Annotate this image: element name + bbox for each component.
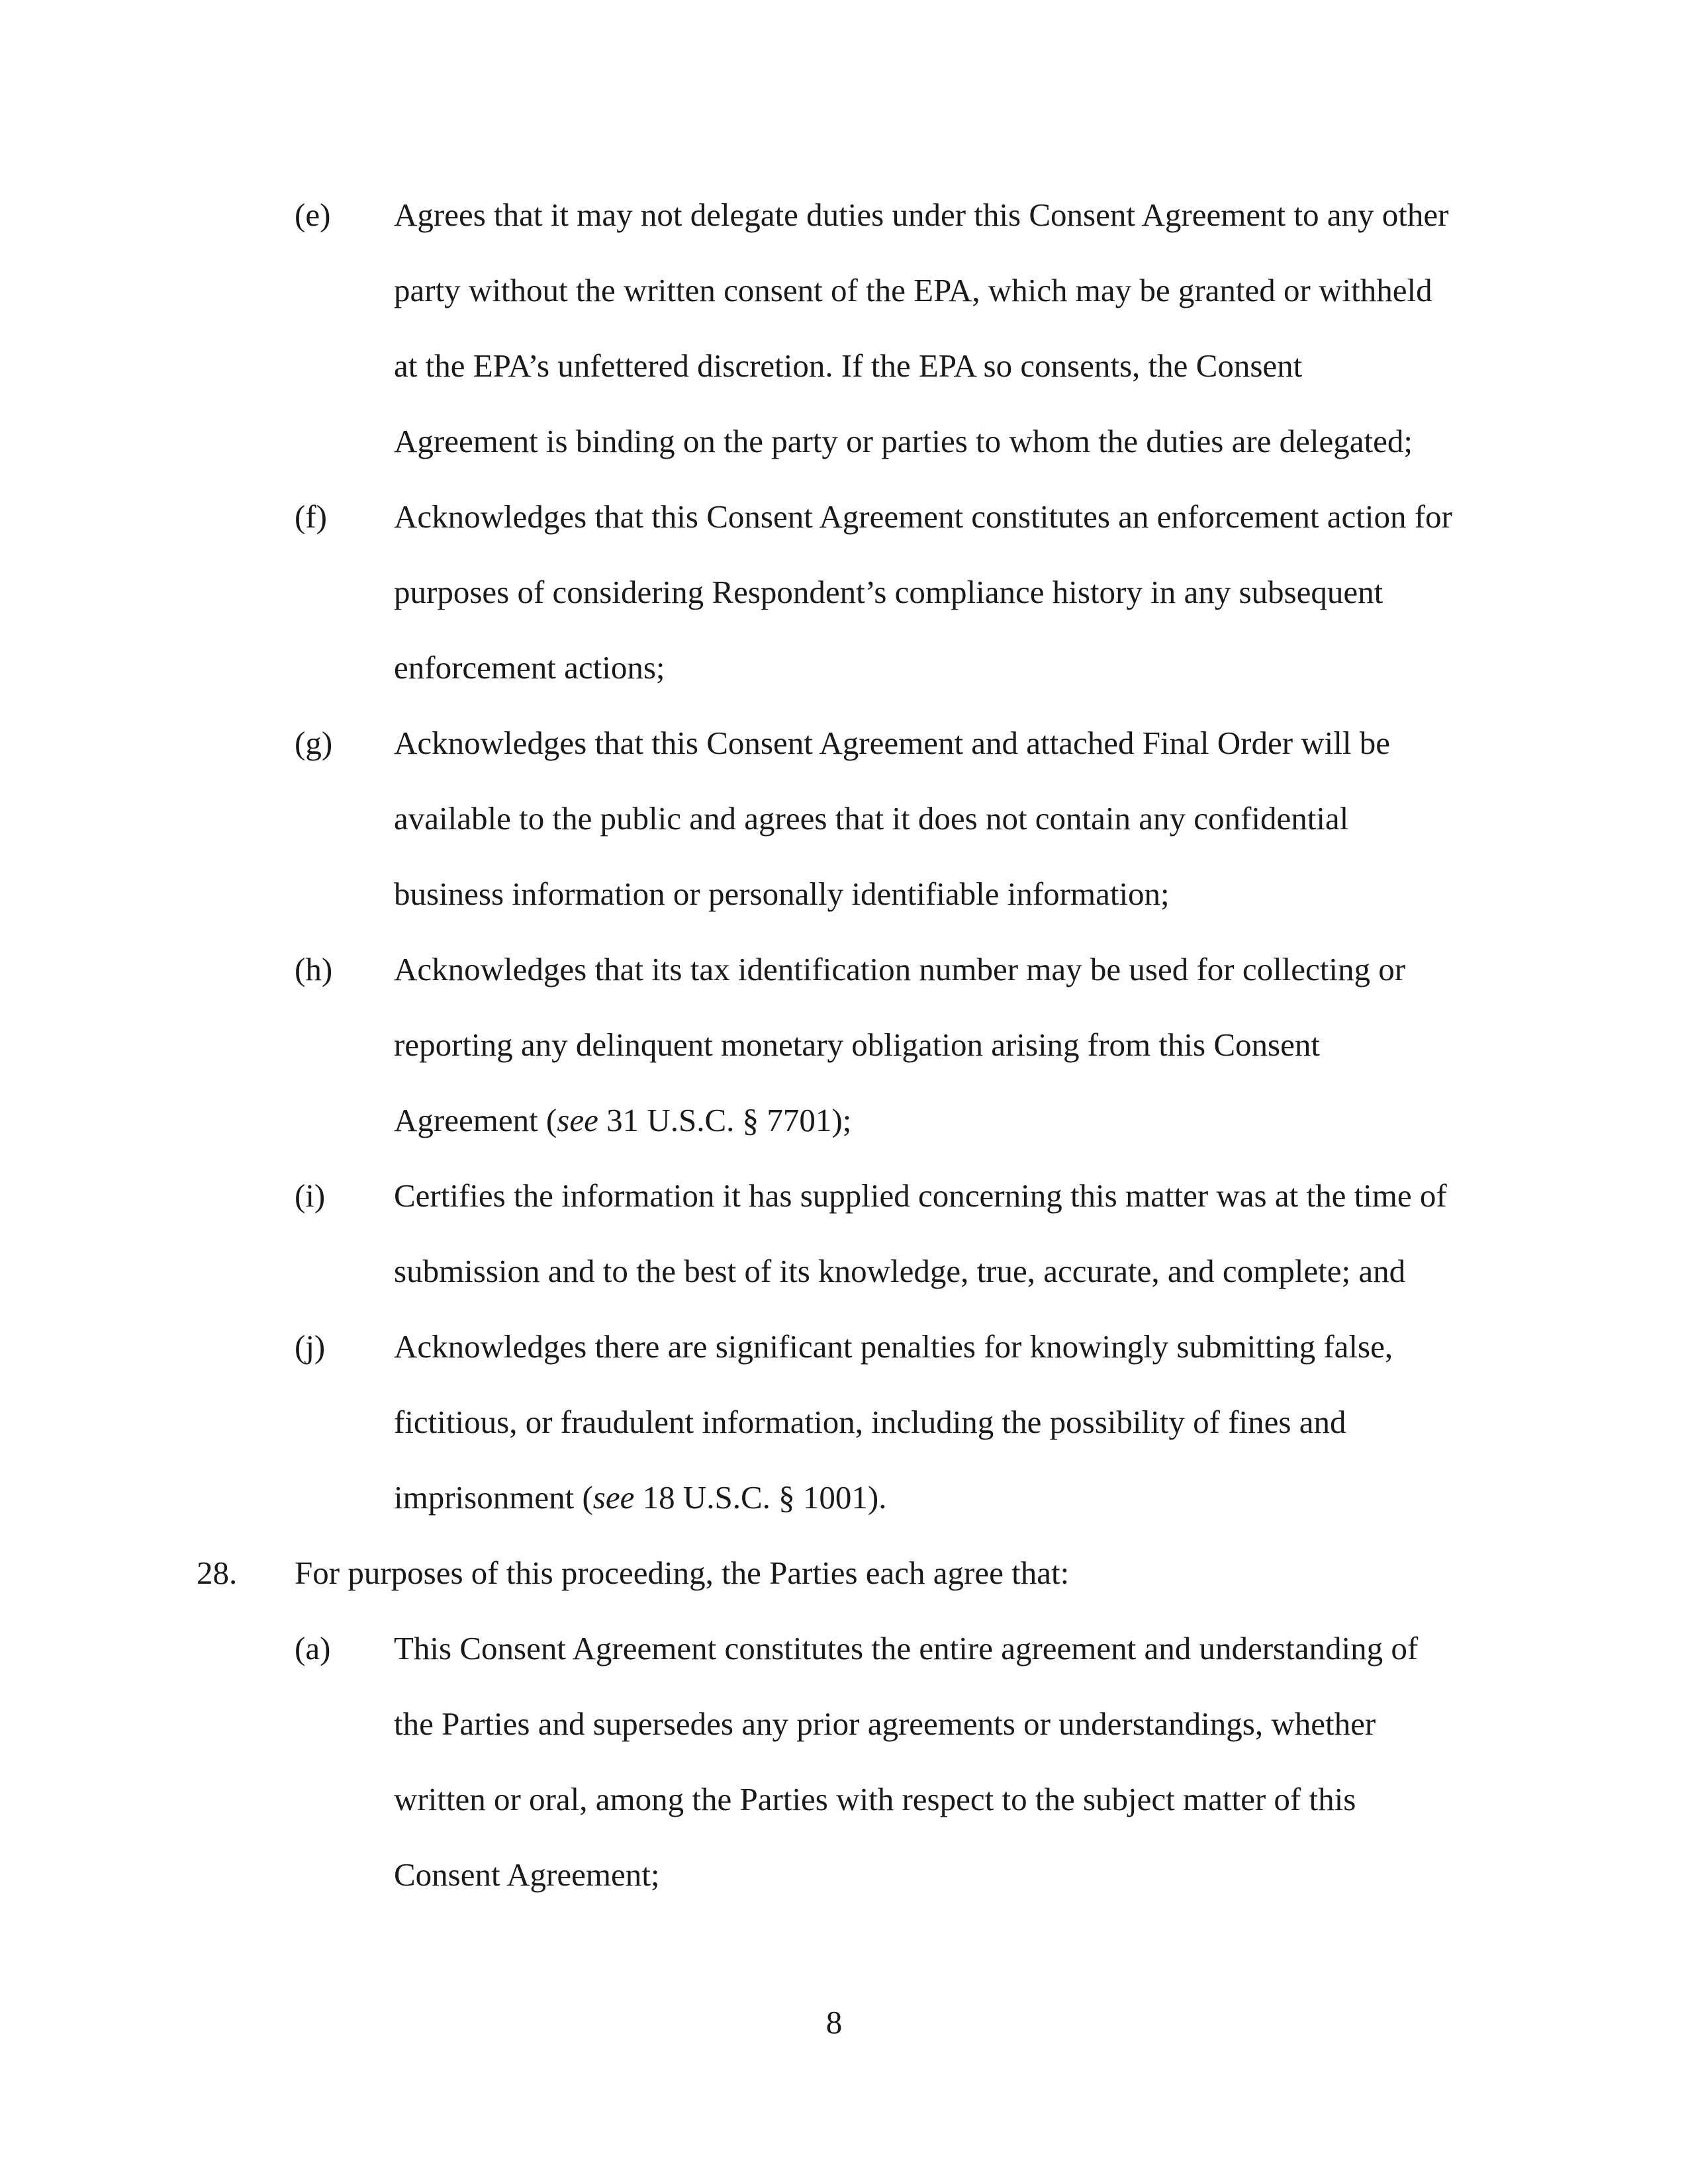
item-f-line-1: Acknowledges that this Consent Agreement constitutes an enforcement action for <box>394 498 1452 535</box>
item-h-citation-line <box>394 1101 851 1140</box>
citation-text-after: 18 U.S.C. § 1001). <box>634 1479 887 1516</box>
item-f-line-2: purposes of considering Respondent’s compliance history in any subsequent <box>394 574 1383 610</box>
item-h-line-2: reporting any delinquent monetary obligation arising from this Consent <box>394 1026 1320 1063</box>
item-g-line-1: Acknowledges that this Consent Agreement and attached Final Order will be <box>394 725 1391 761</box>
item-28a-line-3: written or oral, among the Parties with respect to the subject matter of this <box>394 1781 1356 1817</box>
citation-text-after: 31 U.S.C. § 7701); <box>598 1102 852 1138</box>
item-28a-line-4: Consent Agreement; <box>394 1856 660 1893</box>
item-label-i: (i) <box>295 1177 326 1214</box>
paragraph-number-28: 28. <box>197 1555 238 1591</box>
item-e-line-4: Agreement is binding on the party or parties to whom the duties are delegated; <box>394 423 1413 459</box>
item-j-line-2: fictitious, or fraudulent information, including the possibility of fines and <box>394 1404 1346 1440</box>
item-label-e: (e) <box>295 197 331 233</box>
item-28a-line-2: the Parties and supersedes any prior agreements or understandings, whether <box>394 1706 1376 1742</box>
item-label-g: (g) <box>295 725 333 761</box>
item-label-f: (f) <box>295 498 327 535</box>
item-28a-line-1: This Consent Agreement constitutes the entire agreement and understanding of <box>394 1630 1419 1666</box>
citation-text-before: imprisonment ( <box>394 1479 593 1516</box>
item-e-line-1: Agrees that it may not delegate duties under this Consent Agreement to any other <box>394 197 1449 233</box>
item-label-j: (j) <box>295 1328 326 1365</box>
citation-text-before: Agreement ( <box>394 1102 557 1138</box>
item-label-28a: (a) <box>295 1630 331 1666</box>
citation-signal-see: see <box>592 1479 635 1516</box>
item-g-line-2: available to the public and agrees that it does not contain any confidential <box>394 800 1349 837</box>
item-e-line-3: at the EPA’s unfettered discretion. If the EPA so consents, the Consent <box>394 347 1303 384</box>
paragraph-28-lead: For purposes of this proceeding, the Parties each agree that: <box>295 1555 1070 1591</box>
item-j-citation-line <box>394 1478 887 1518</box>
item-i-line-2: submission and to the best of its knowledge, true, accurate, and complete; and <box>394 1253 1406 1289</box>
item-f-line-3: enforcement actions; <box>394 649 665 686</box>
citation-signal-see: see <box>557 1102 598 1138</box>
item-j-line-1: Acknowledges there are significant penalties for knowingly submitting false, <box>394 1328 1393 1365</box>
item-h-line-1: Acknowledges that its tax identification number may be used for collecting or <box>394 951 1406 987</box>
page-number: 8 <box>825 2004 843 2040</box>
item-g-line-3: business information or personally identifiable information; <box>394 876 1170 912</box>
item-i-line-1: Certifies the information it has supplied concerning this matter was at the time of <box>394 1177 1447 1214</box>
item-e-line-2: party without the written consent of the EPA, which may be granted or withheld <box>394 272 1432 308</box>
item-label-h: (h) <box>295 951 333 987</box>
